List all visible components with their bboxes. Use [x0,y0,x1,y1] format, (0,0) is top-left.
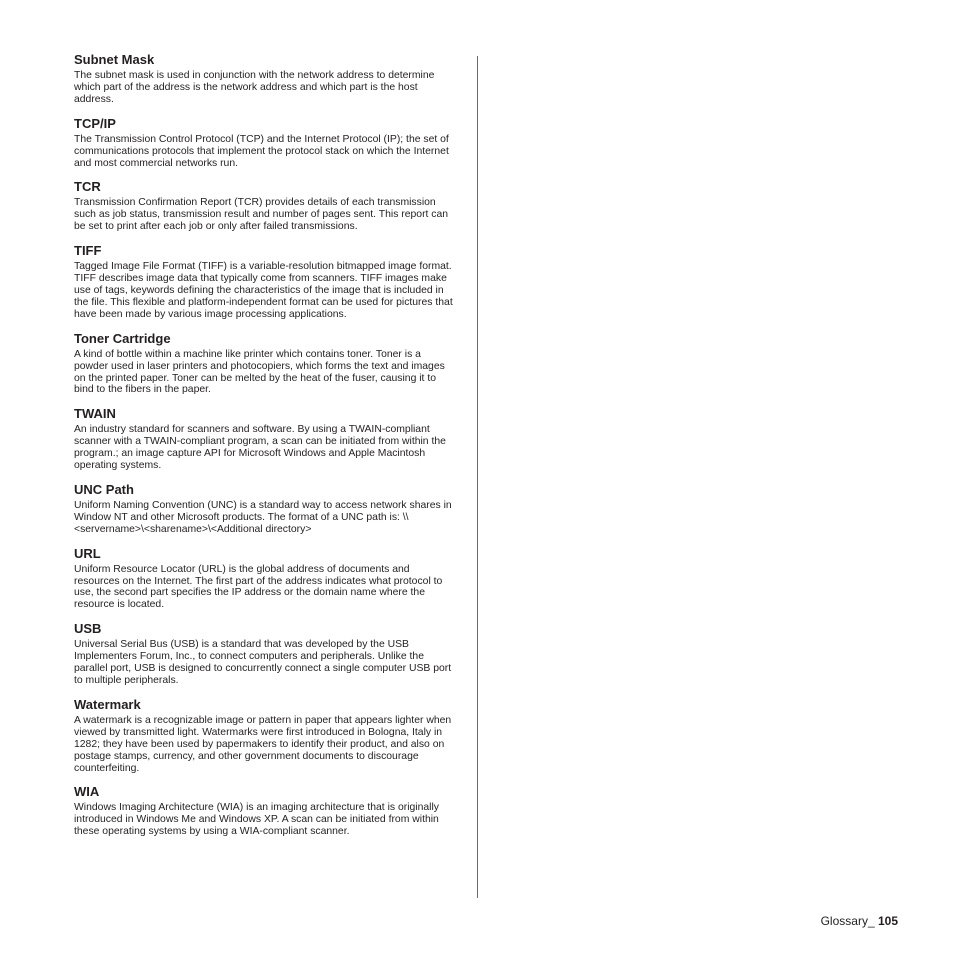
term-heading: USB [74,621,102,637]
term-definition: Windows Imaging Architecture (WIA) is an imaging architecture that is originally introduced in Windows Me and Windows XP. A scan can be initiated from within these operating systems by using a WIA-compliant scanner. [74,802,439,838]
glossary-entry-tcp-ip [74,116,454,170]
term-heading: TWAIN [74,406,116,422]
term-heading: TCP/IP [74,115,116,131]
page-number: 105 [877,914,898,928]
glossary-entry-wia [74,784,454,838]
term-definition: The Transmission Control Protocol (TCP) and the Internet Protocol (IP); the set of communications protocols that implement the protocol stack on which the Internet and most commercial networks run. [74,133,449,169]
term-heading: URL [74,545,101,561]
glossary-entry-unc-path [74,482,454,536]
term-heading: Watermark [74,696,141,712]
term-definition: Uniform Resource Locator (URL) is the global address of documents and resources on the Internet. The first part of the address indicates what protocol to use, the second part specifies the IP address or the domain name where the resource is located. [74,563,443,611]
column-divider [477,56,478,898]
glossary-entry-usb [74,621,454,687]
term-heading: Toner Cartridge [74,330,171,346]
term-definition: Tagged Image File Format (TIFF) is a variable-resolution bitmapped image format. TIFF describes image data that typically come from scanners. TIFF images make use of tags, keywords defining the characteristics of the image that is included in the file. This flexible and platform-independent format can be used for pictures that have been made by various image processing applications. [74,261,453,320]
term-definition: Uniform Naming Convention (UNC) is a standard way to access network shares in Window NT and other Microsoft products. The format of a UNC path is: \\<servername>\<sharename>\<Additional directory> [74,499,452,535]
term-heading: UNC Path [74,481,134,497]
glossary-entry-tiff [74,243,454,321]
term-definition: A kind of bottle within a machine like printer which contains toner. Toner is a powder used in laser printers and photocopiers, which forms the text and images on the printed paper. Toner can be melted by the heat of the fuser, causing it to bind to the fibers in the paper. [74,348,445,396]
term-definition: A watermark is a recognizable image or pattern in paper that appears lighter when viewed by transmitted light. Watermarks were first introduced in Bologna, Italy in 1282; they have been used by papermakers to identify their product, and also on postage stamps, currency, and other government documents to discourage counterfeiting. [74,714,452,774]
glossary-entry-watermark [74,697,454,775]
glossary-entry-url [74,546,454,612]
term-heading: WIA [74,784,100,800]
glossary-entry-tcr [74,179,454,233]
term-heading: TCR [74,179,101,195]
glossary-column [74,52,454,848]
term-definition: The subnet mask is used in conjunction with the network address to determine which part of the address is the network address and which part is the host address. [74,70,435,105]
term-definition: An industry standard for scanners and software. By using a TWAIN-compliant scanner with a TWAIN-compliant program, a scan can be initiated from within the program.; an image capture API for Microsoft Windows and Apple Macintosh operating systems. [74,424,446,472]
page-footer [821,913,898,929]
glossary-entry-toner-cartridge [74,331,454,397]
term-heading: Subnet Mask [74,52,155,67]
glossary-entry-subnet-mask [74,52,454,106]
footer-section-label: Glossary_ [820,914,875,928]
term-heading: TIFF [74,243,102,259]
term-definition: Universal Serial Bus (USB) is a standard that was developed by the USB Implementers Forum, Inc., to connect computers and peripherals. Unlike the parallel port, USB is designed to concurrently connect a single computer USB port to multiple peripherals. [74,639,452,686]
term-definition: Transmission Confirmation Report (TCR) provides details of each transmission such as job status, transmission result and number of pages sent. This report can be set to print after each job or only after failed transmissions. [74,197,449,233]
glossary-entry-twain [74,406,454,472]
